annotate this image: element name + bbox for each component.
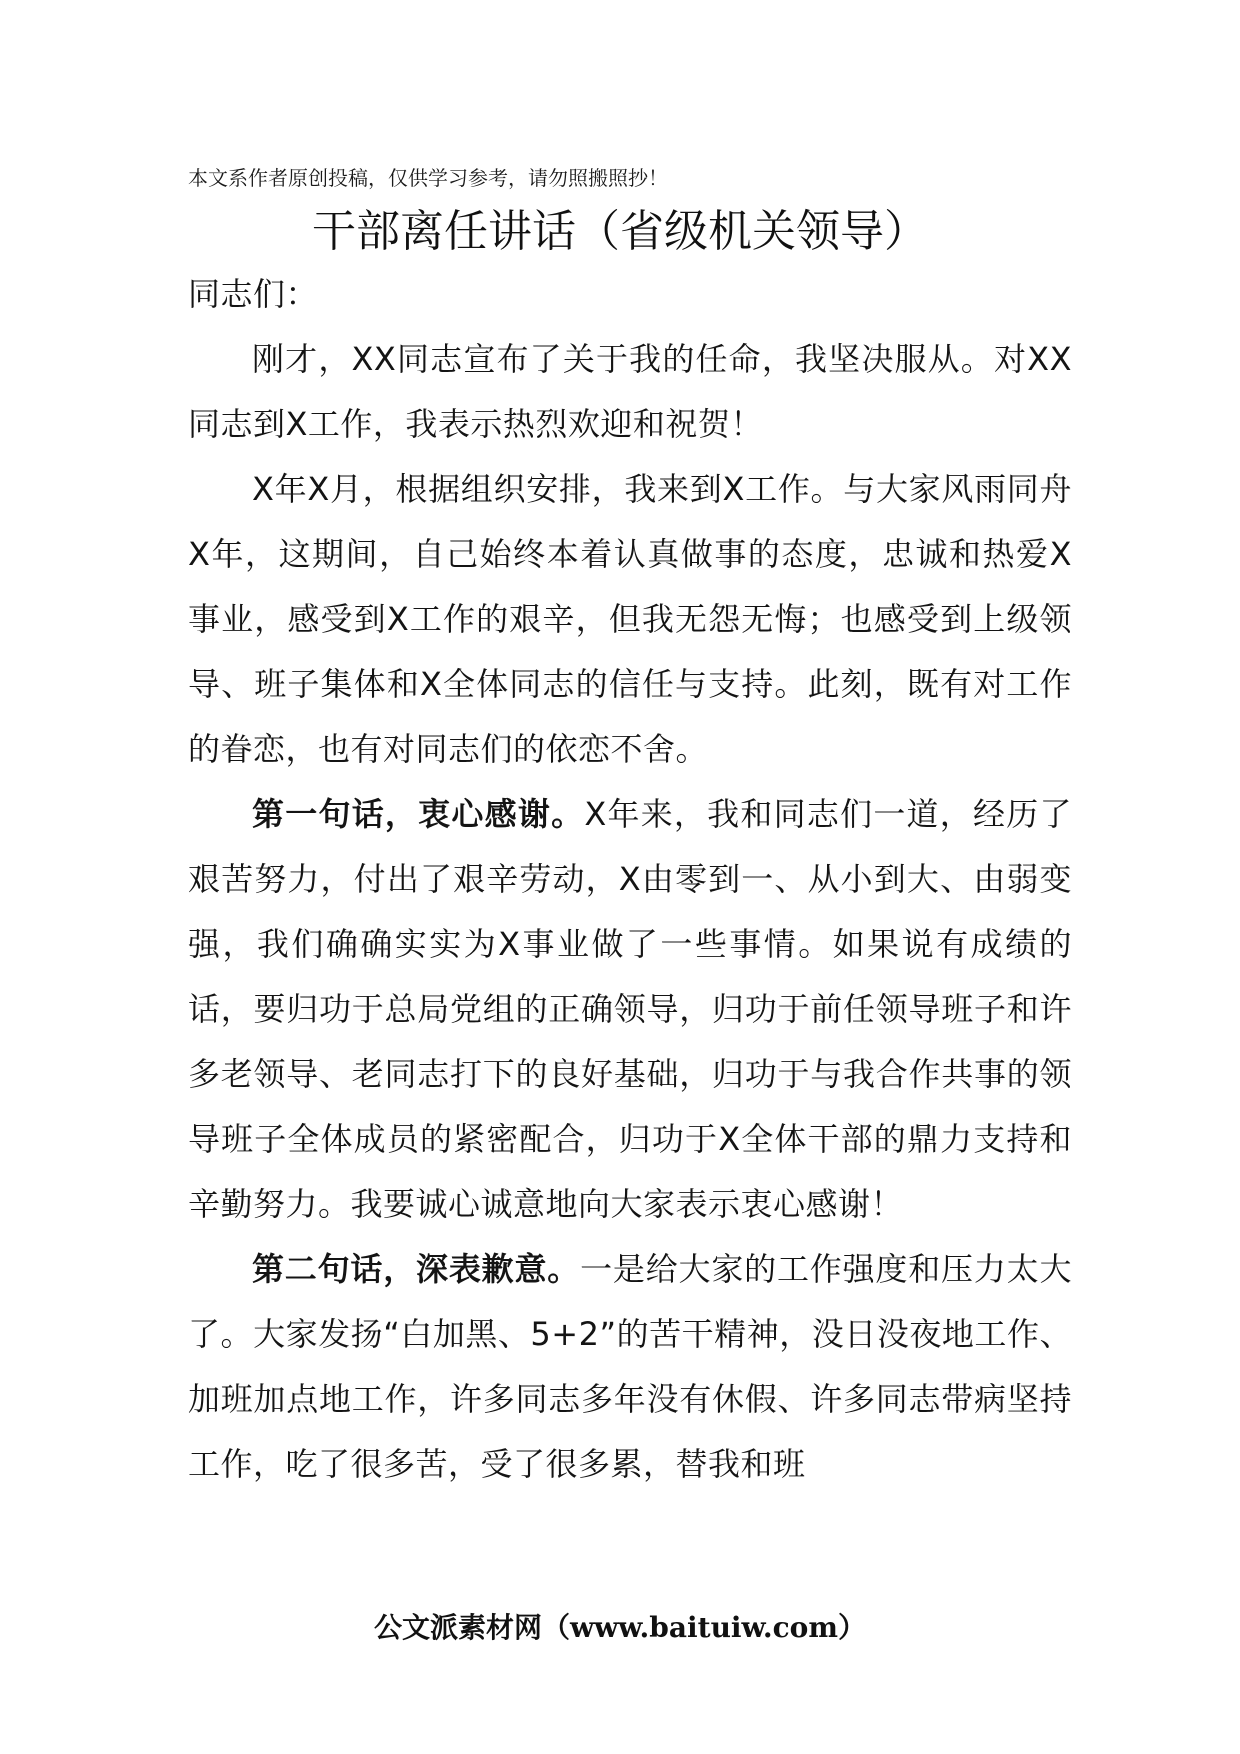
paragraph-1: [188, 327, 1072, 457]
paragraph-lead: 第一句话，衷心感谢。: [252, 795, 585, 833]
paragraph-text: 一是给大家的工作强度和压力太大了。大家发扬“白加黑、5+2”的苦干精神，没日没夜地工作、加班加点地工作，许多同志多年没有休假、许多同志带病坚持工作，吃了很多苦，受了很多累，替我和班: [188, 1250, 1072, 1483]
paragraph-text: 刚才，XX同志宣布了关于我的任命，我坚决服从。对XX同志到X工作，我表示热烈欢迎和祝贺！: [188, 340, 1072, 443]
salutation: 同志们：: [188, 275, 319, 313]
page-title: 干部离任讲话（省级机关领导）: [312, 206, 928, 257]
footer-source-link: 公文派素材网（www.baituiw.com）: [374, 1611, 866, 1644]
paragraph-4: [188, 1237, 1072, 1497]
paragraph-3: [188, 782, 1072, 1237]
paragraph-text: X年X月，根据组织安排，我来到X工作。与大家风雨同舟X年，这期间，自己始终本着认真做事的态度，忠诚和热爱X事业，感受到X工作的艰辛，但我无怨无悔；也感受到上级领导、班子集体和X全体同志的信任与支持。此刻，既有对工作的眷恋，也有对同志们的依恋不舍。: [188, 470, 1072, 768]
paragraph-lead: 第二句话，深表歉意。: [252, 1250, 581, 1288]
copyright-notice: 本文系作者原创投稿，仅供学习参考，请勿照搬照抄！: [188, 166, 668, 190]
paragraph-text: X年来，我和同志们一道，经历了艰苦努力，付出了艰辛劳动，X由零到一、从小到大、由弱变强，我们确确实实为X事业做了一些事情。如果说有成绩的话，要归功于总局党组的正确领导，归功于前任领导班子和许多老领导、老同志打下的良好基础，归功于与我合作共事的领导班子全体成员的紧密配合，归功于X全体干部的鼎力支持和辛勤努力。我要诚心诚意地向大家表示衷心感谢！: [188, 795, 1072, 1223]
speech-body: [188, 262, 1072, 1497]
paragraph-2: [188, 457, 1072, 782]
